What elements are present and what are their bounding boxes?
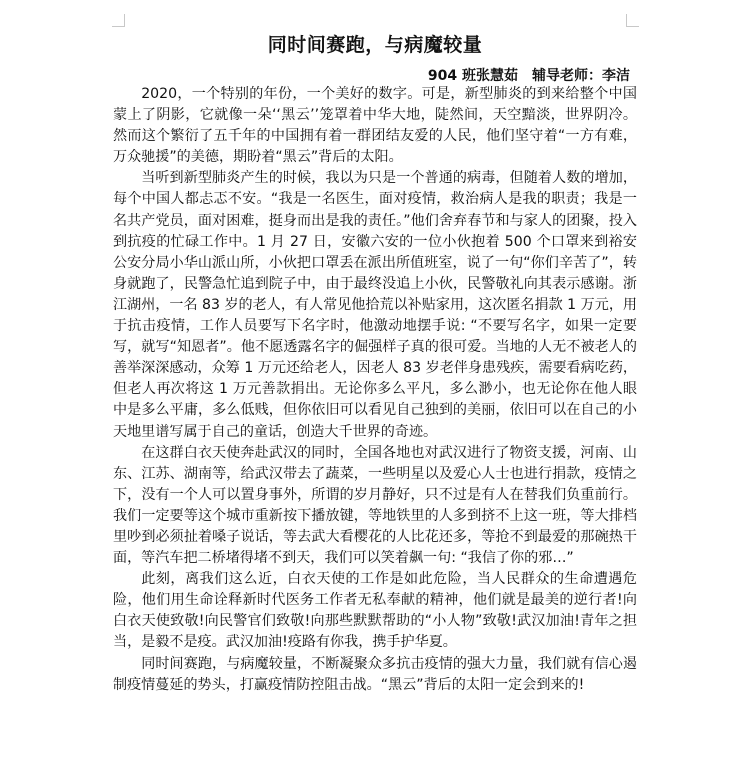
paragraph-5: 同时间赛跑，与病魔较量，不断凝聚众多抗击疫情的强大力量，我们就有信心遏制疫情蔓延的势头，打赢疫情防控阻击战。“黑云”背后的太阳一定会到来的!: [113, 655, 637, 693]
paragraph-1: 2020，一个特别的年份，一个美好的数字。可是，新型肺炎的到来给整个中国蒙上了阴影，它就像一朵‘‘黑云’’笼罩着中华大地，陡然间，天空黯淡，世界阴冷。然而这个繁衍了五千年的中国拥有着一群团结友爱的人民，他们坚守着“一方有难，万众驰援”的美德，期盼着“黑云”背后的太阳。: [113, 86, 637, 166]
document-body: [113, 84, 637, 696]
page-corner-mark-left: [112, 14, 125, 27]
paragraph-2: 当听到新型肺炎产生的时候，我以为只是一个普通的病毒，但随着人数的增加，每个中国人都忐忑不安。“我是一名医生，面对疫情，救治病人是我的职责；我是一名共产党员，面对困难，挺身而出是我的责任。”他们舍弃春节和与家人的团聚，投入到抗疫的忙碌工作中。1 月 27 日，安徽六安的一位小伙抱着 500 个口罩来到裕安公安分局小华山派山所，小伙把口罩丢在派出所值班室，说了一句“你们辛苦了”，转身就跑了，民警急忙追到院子中，由于最终没追上小伙，民警敬礼向其表示感谢。浙江湖州，一名 83 岁的老人，有人常见他拾荒以补贴家用，这次匿名捐款 1 万元，用于抗击疫情，工作人员要写下名字时，他激动地摆手说: “不要写名字，如果一定要写，就写“知恩者”。他不愿透露名字的倔强样子真的很可爱。当地的人无不被老人的善举深深感动，众筹 1 万元还给老人，因老人 83 岁老伴身患残疾，需要看病吃药，但老人再次将这 1 万元善款捐出。无论你多么平凡，多么渺小，也无论你在他人眼中是多么平庸，多么低贱，但你依旧可以看见自己独到的美丽，依旧可以在自己的小天地里谱写属于自己的童话，创造大千世界的奇迹。: [113, 170, 638, 440]
byline: [300, 65, 630, 85]
paragraph-4: 此刻，离我们这么近，白衣天使的工作是如此危险，当人民群众的生命遭遇危险，他们用生命诠释新时代医务工作者无私奉献的精神，他们就是最美的逆行者!向白衣天使致敬!向民警官们致敬!向那些默默帮助的“小人物”致敬!武汉加油!青年之担当，是毅不是疫。武汉加油!疫路有你我，携手护华夏。: [113, 571, 637, 651]
teacher-name: 辅导老师：李洁: [532, 68, 630, 84]
document-title: 同时间赛跑，与病魔较量: [267, 34, 483, 56]
page-corner-mark-right: [626, 14, 639, 27]
paragraph-3: 在这群白衣天使奔赴武汉的同时，全国各地也对武汉进行了物资支援，河南、山东、江苏、湖南等，给武汉带去了蔬菜，一些明星以及爱心人士也进行捐款，疫情之下，没有一个人可以置身事外，所谓的岁月静好，只不过是有人在替我们负重前行。我们一定要等这个城市重新按下播放键，等地铁里的人多到挤不上这一班，等大排档里吵到必须扯着嗓子说话，等去武大看樱花的人比花还多，等抢不到最爱的那碗热干面，等汽车把二桥堵得堵不到天，我们可以笑着飙一句: “我信了你的邪…”: [113, 444, 637, 567]
author-name: 904 班张慧茹: [427, 68, 518, 84]
